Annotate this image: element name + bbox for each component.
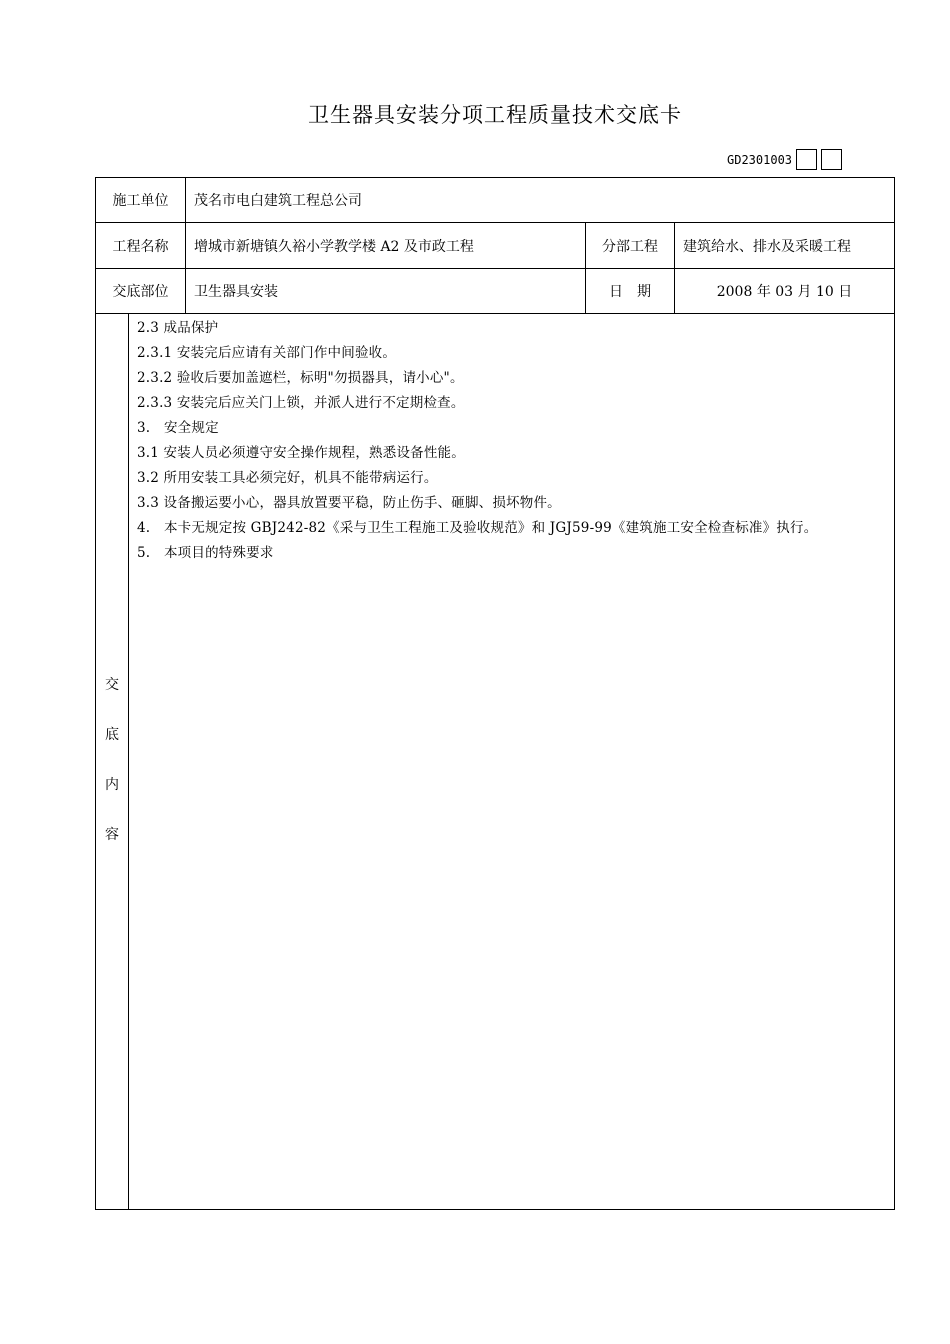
content-line: 3. 安全规定	[137, 420, 219, 436]
project-label: 工程名称	[96, 223, 186, 269]
unit-label: 施工单位	[96, 178, 186, 223]
document-code: GD2301003	[727, 152, 793, 167]
part-value: 卫生器具安装	[186, 269, 586, 314]
disclosure-card-table	[95, 177, 895, 314]
part-label: 交底部位	[96, 269, 186, 314]
project-value: 增城市新塘镇久裕小学教学楼 A2 及市政工程	[186, 223, 586, 269]
content-line: 2.3 成品保护	[137, 320, 219, 336]
document-title: 卫生器具安装分项工程质量技术交底卡	[308, 103, 682, 127]
date-value: 2008 年 03 月 10 日	[675, 269, 895, 314]
code-checkbox-2[interactable]	[821, 149, 842, 170]
content-label-char: 内	[105, 777, 119, 794]
content-body	[129, 313, 895, 1209]
content-label-char: 容	[105, 827, 119, 844]
content-line: 2.3.2 验收后要加盖遮栏，标明"勿损器具，请小心"。	[137, 370, 464, 386]
code-checkbox-1[interactable]	[796, 149, 817, 170]
subproject-value: 建筑给水、排水及采暖工程	[675, 223, 895, 269]
content-row	[96, 313, 895, 1209]
content-label-char: 交	[105, 677, 119, 694]
content-line: 3.2 所用安装工具必须完好，机具不能带病运行。	[137, 470, 438, 486]
part-row	[96, 269, 895, 314]
content-line: 3.1 安装人员必须遵守安全操作规程，熟悉设备性能。	[137, 445, 465, 461]
content-label-char: 底	[105, 727, 119, 744]
content-line: 5. 本项目的特殊要求	[137, 545, 274, 561]
content-line: 4. 本卡无规定按 GBJ242-82《采与卫生工程施工及验收规范》和 JGJ59-99《建筑施工安全检查标准》执行。	[137, 520, 818, 536]
document-code-row	[727, 149, 842, 170]
project-row	[96, 223, 895, 269]
content-line: 3.3 设备搬运要小心，器具放置要平稳，防止伤手、砸脚、损坏物件。	[137, 495, 561, 511]
unit-value: 茂名市电白建筑工程总公司	[186, 178, 895, 223]
content-label	[96, 313, 129, 1209]
content-line: 2.3.3 安装完后应关门上锁，并派人进行不定期检查。	[137, 395, 465, 411]
content-line: 2.3.1 安装完后应请有关部门作中间验收。	[137, 345, 397, 361]
content-table	[95, 313, 895, 1210]
date-label: 日 期	[586, 269, 675, 314]
subproject-label: 分部工程	[586, 223, 675, 269]
unit-row	[96, 178, 895, 223]
